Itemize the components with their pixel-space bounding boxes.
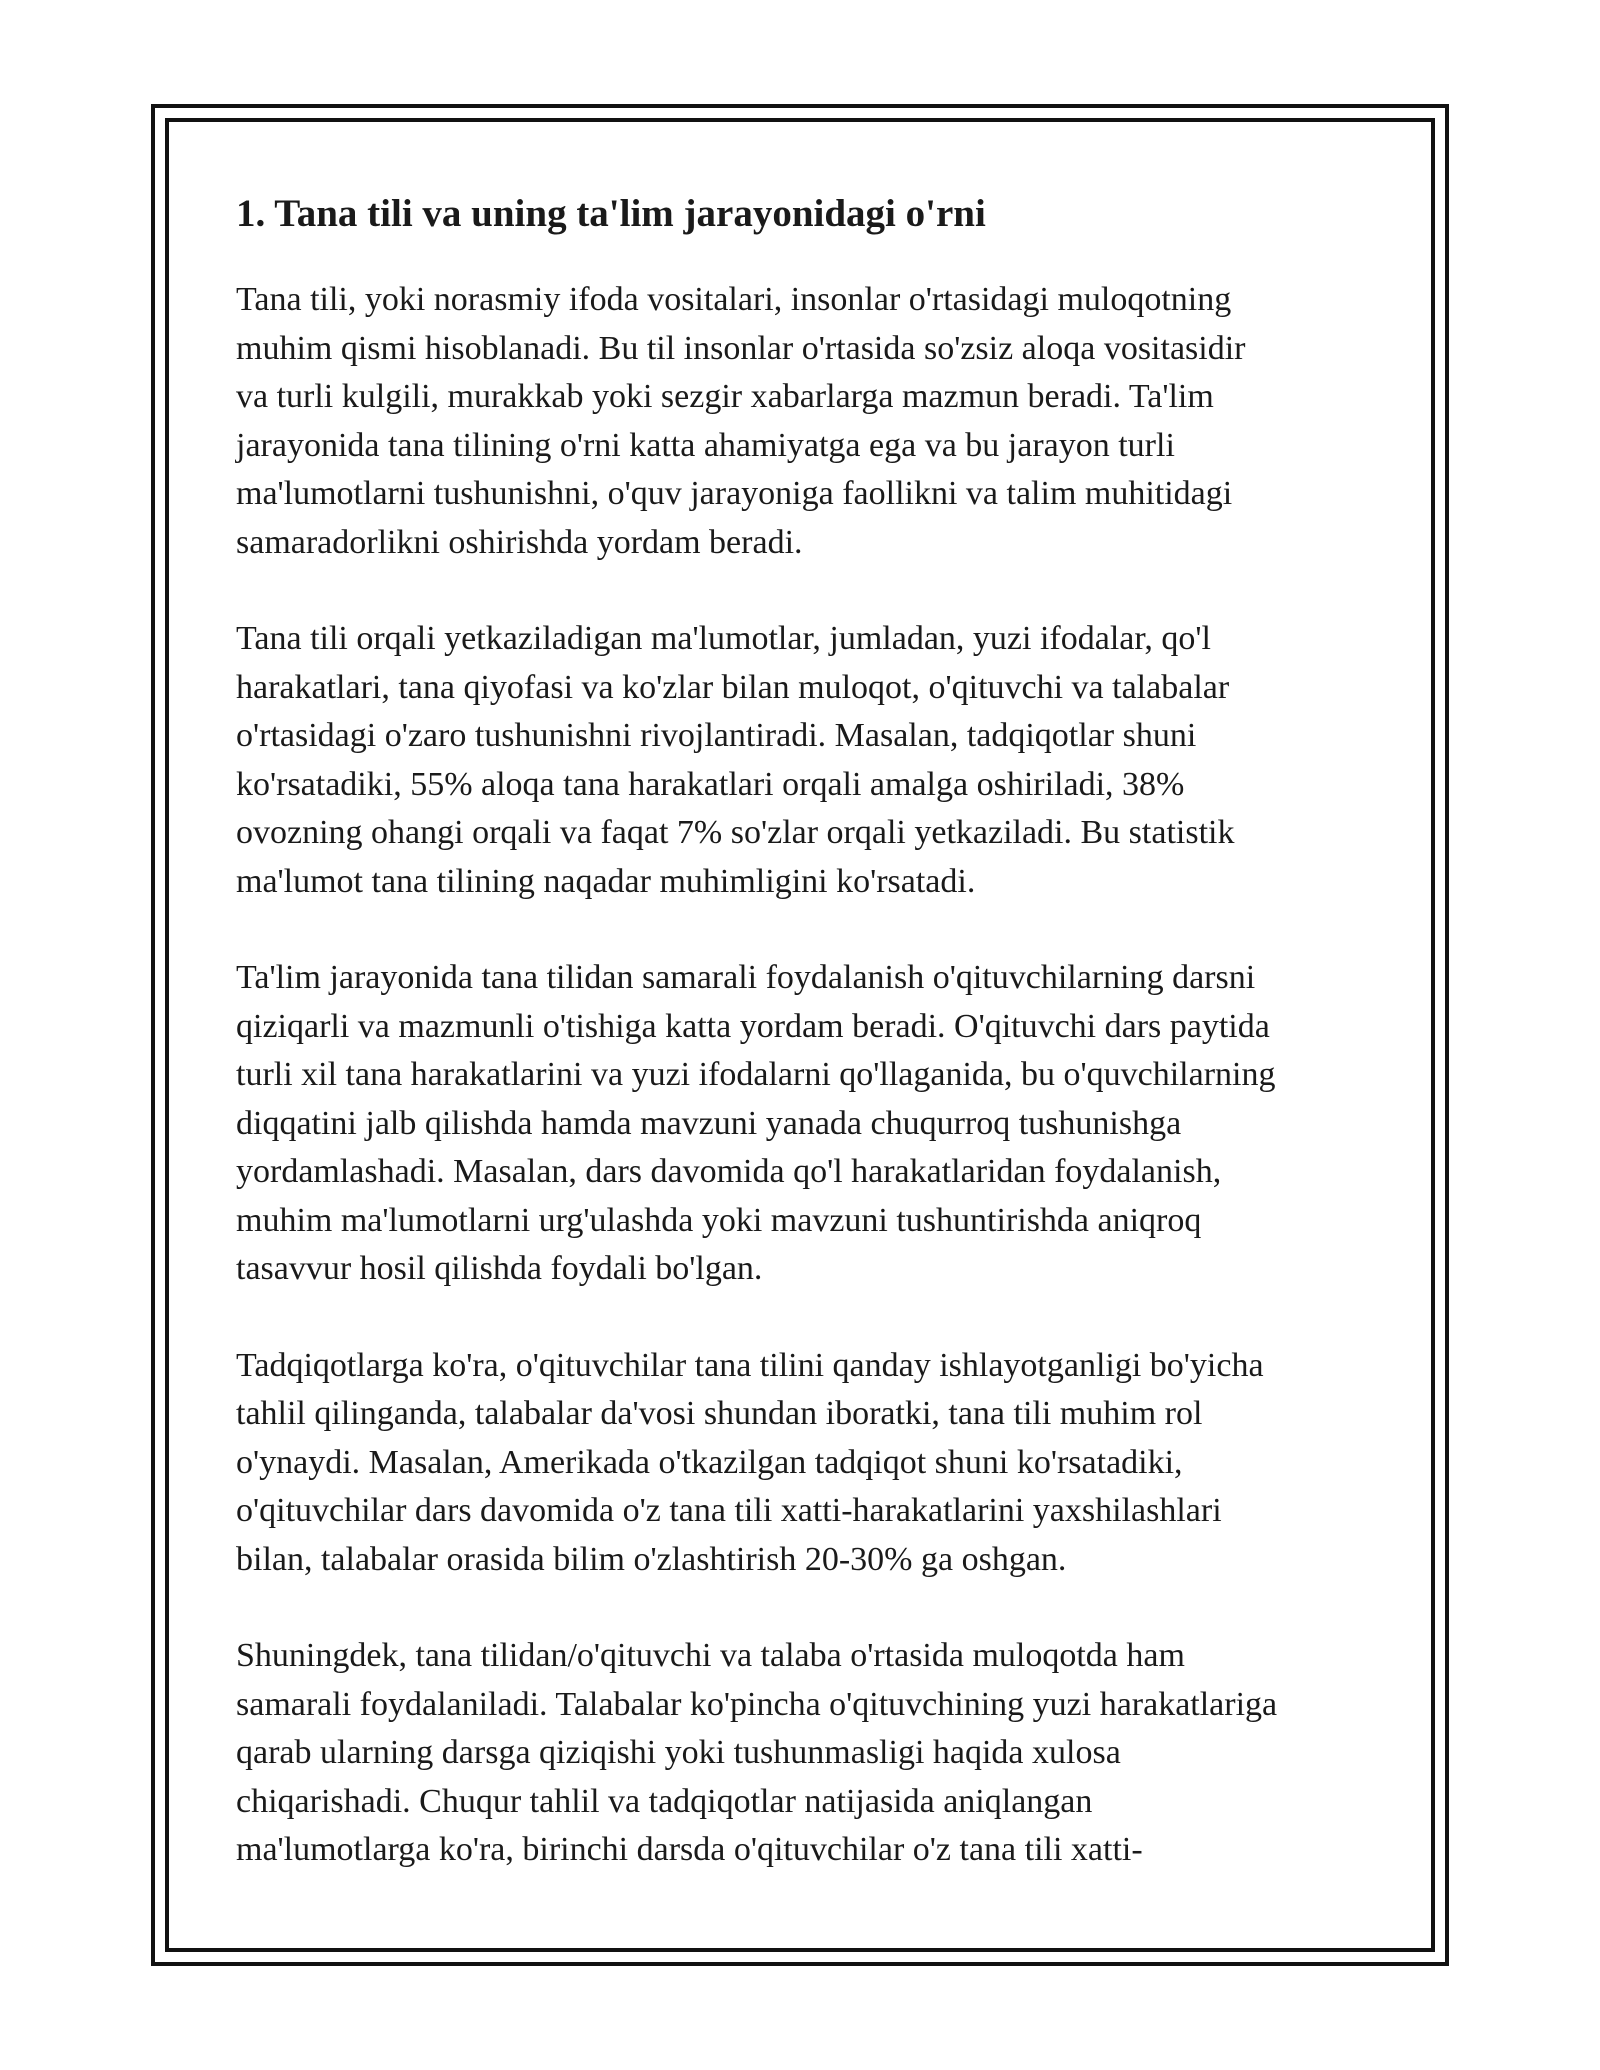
paragraphs-container [236,276,1366,1875]
text-line: ma'lumot tana tilining naqadar muhimligini ko'rsatadi. [236,862,976,900]
text-line: bilan, talabalar orasida bilim o'zlashtirish 20-30% ga oshgan. [236,1540,1067,1578]
text-line: samaradorlikni oshirishda yordam beradi. [236,523,803,561]
paragraph [236,615,1366,906]
text-line: o'ynaydi. Masalan, Amerikada o'tkazilgan tadqiqot shuni ko'rsatadiki, [236,1443,1183,1481]
text-line: Tana tili, yoki norasmiy ifoda vositalari, insonlar o'rtasidagi muloqotning [236,281,1232,318]
text-line: ma'lumotlarni tushunishni, o'quv jarayoniga faollikni va talim muhitidagi [236,475,1233,512]
text-line: o'rtasidagi o'zaro tushunishni rivojlantiradi. Masalan, tadqiqotlar shuni [236,717,1197,754]
section-heading: 1. Tana tili va uning ta'lim jarayonidagi o'rni [236,192,986,235]
text-line: qiziqarli va mazmunli o'tishiga katta yordam beradi. O'qituvchi dars paytida [236,1007,1270,1045]
paragraph [236,954,1366,1294]
text-line: Tana tili orqali yetkaziladigan ma'lumotlar, jumladan, yuzi ifodalar, qo'l [236,620,1211,657]
text-line: o'qituvchilar dars davomida o'z tana tili xatti-harakatlarini yaxshilashlari [236,1492,1222,1529]
text-line: muhim qismi hisoblanadi. Bu til insonlar o'rtasida so'zsiz aloqa vositasidir [236,329,1246,367]
text-line: qarab ularning darsga qiziqishi yoki tushunmasligi haqida xulosa [236,1734,1121,1771]
paragraph [236,1342,1366,1585]
text-line: ko'rsatadiki, 55% aloqa tana harakatlari orqali amalga oshiriladi, 38% [236,765,1185,803]
text-line: turli xil tana harakatlarini va yuzi ifodalarni qo'llaganida, bu o'quvchilarning [236,1056,1276,1093]
text-line: tahlil qilinganda, talabalar da'vosi shundan iboratki, tana tili muhim rol [236,1395,1203,1432]
text-line: jarayonida tana tilining o'rni katta ahamiyatga ega va bu jarayon turli [236,426,1175,464]
text-line: diqqatini jalb qilishda hamda mavzuni yanada chuqurroq tushunishga [236,1104,1182,1142]
text-line: va turli kulgili, murakkab yoki sezgir xabarlarga mazmun beradi. Ta'lim [236,378,1214,415]
text-line: yordamlashadi. Masalan, dars davomida qo'l harakatlaridan foydalanish, [236,1153,1222,1190]
document-body [236,190,1366,1923]
paragraph [236,276,1366,567]
text-line: Shuningdek, tana tilidan/o'qituvchi va talaba o'rtasida muloqotda ham [236,1637,1185,1674]
paragraph [236,1632,1366,1875]
text-line: tasavvur hosil qilishda foydali bo'lgan. [236,1250,763,1287]
text-line: harakatlari, tana qiyofasi va ko'zlar bilan muloqot, o'qituvchi va talabalar [236,668,1230,706]
text-line: Tadqiqotlarga ko'ra, o'qituvchilar tana tilini qanday ishlayotganligi bo'yicha [236,1346,1264,1384]
text-line: samarali foydalaniladi. Talabalar ko'pincha o'qituvchining yuzi harakatlariga [236,1685,1278,1723]
text-line: ovozning ohangi orqali va faqat 7% so'zlar orqali yetkaziladi. Bu statistik [236,814,1235,851]
text-line: ma'lumotlarga ko'ra, birinchi darsda o'qituvchilar o'z tana tili xatti- [236,1831,1143,1868]
text-line: Ta'lim jarayonida tana tilidan samarali foydalanish o'qituvchilarning darsni [236,959,1256,996]
text-line: muhim ma'lumotlarni urg'ulashda yoki mavzuni tushuntirishda aniqroq [236,1201,1202,1239]
text-line: chiqarishadi. Chuqur tahlil va tadqiqotlar natijasida aniqlangan [236,1782,1093,1820]
